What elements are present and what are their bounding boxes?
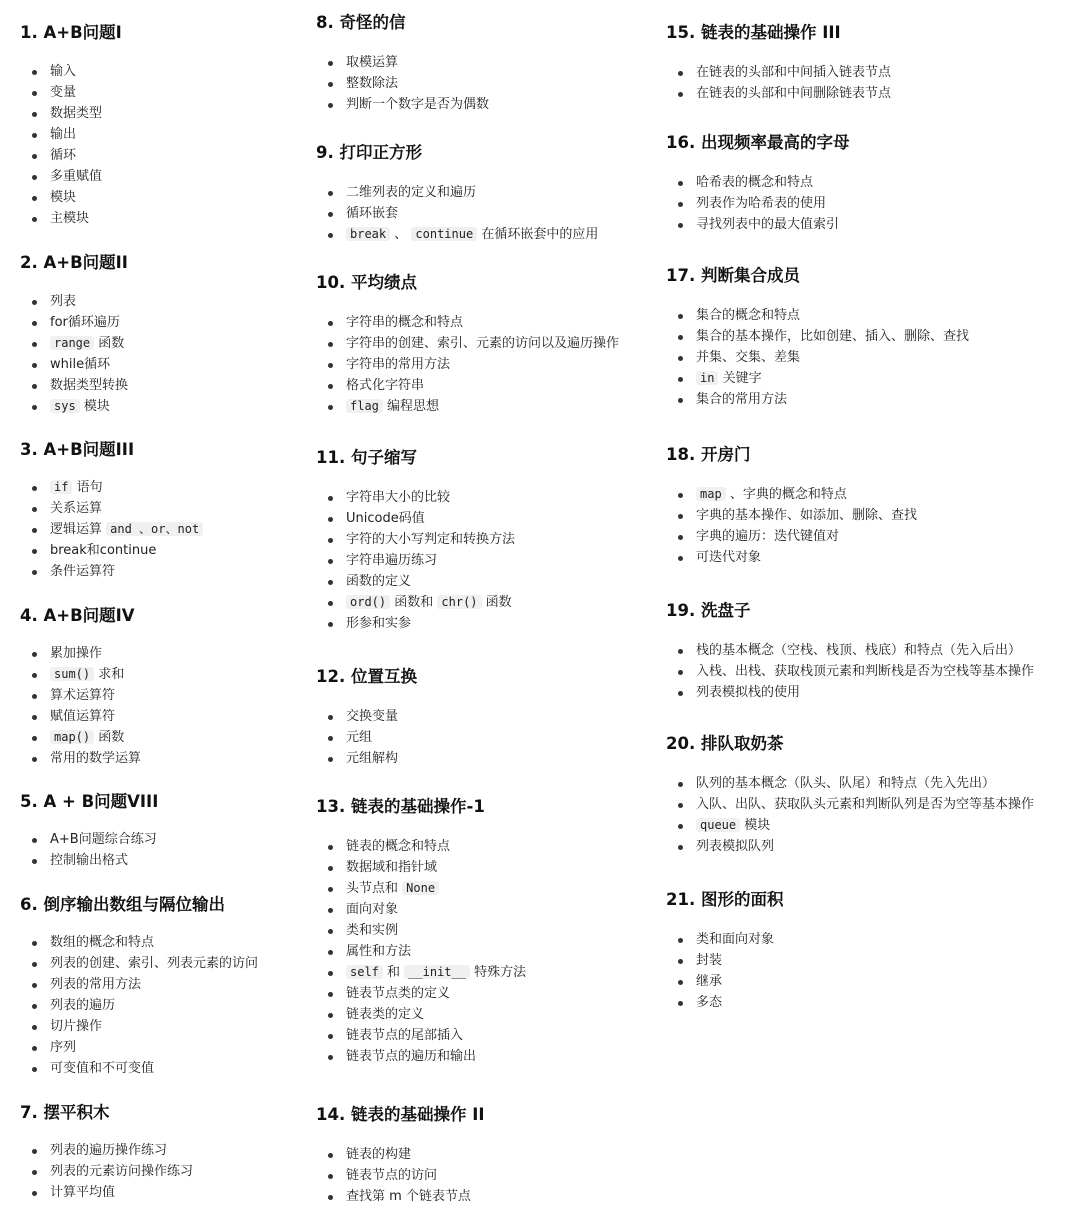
item-text: 数据域和指针域 xyxy=(346,860,438,875)
topic-list xyxy=(20,643,141,769)
item-text: 链表的构建 xyxy=(346,1147,412,1162)
list-item xyxy=(666,368,969,389)
topic-list xyxy=(666,62,891,104)
list-item xyxy=(666,305,969,326)
topic-list xyxy=(20,61,122,229)
item-text: 类和实例 xyxy=(346,923,399,938)
inline-code: map() xyxy=(50,730,94,744)
list-item xyxy=(666,526,917,547)
list-item xyxy=(316,1046,526,1067)
item-text: 字典的遍历：迭代键值对 xyxy=(696,529,840,544)
list-item xyxy=(20,187,122,208)
list-item xyxy=(316,224,598,245)
list-item xyxy=(666,971,783,992)
topic-list xyxy=(316,836,526,1067)
item-text: 数据类型转换 xyxy=(50,378,129,393)
topic-list xyxy=(316,706,417,769)
item-text: 模块 xyxy=(79,399,110,414)
section xyxy=(666,22,891,104)
section xyxy=(20,605,141,769)
item-text: 字符串的常用方法 xyxy=(346,357,451,372)
list-item xyxy=(666,326,969,347)
section-title: 7. 摆平积木 xyxy=(20,1103,110,1122)
inline-code: __init__ xyxy=(404,965,470,979)
list-item xyxy=(316,613,515,634)
list-item xyxy=(20,1140,193,1161)
section xyxy=(666,889,783,1013)
list-item xyxy=(20,643,141,664)
item-text: 切片操作 xyxy=(50,1019,103,1034)
topic-list xyxy=(20,291,128,417)
item-text: 可变值和不可变值 xyxy=(50,1061,155,1076)
item-text: 寻找列表中的最大值索引 xyxy=(696,217,840,232)
list-item xyxy=(20,354,128,375)
section-title: 15. 链表的基础操作 III xyxy=(666,23,841,42)
inline-code: break xyxy=(346,227,390,241)
section xyxy=(20,894,258,1079)
list-item xyxy=(20,685,141,706)
item-text: 在循环嵌套中的应用 xyxy=(477,227,599,242)
item-text: 函数和 xyxy=(390,595,438,610)
inline-code: continue xyxy=(411,227,477,241)
list-item xyxy=(20,312,128,333)
list-item xyxy=(666,682,1034,703)
item-text: 可迭代对象 xyxy=(696,550,762,565)
item-text: 列表作为哈希表的使用 xyxy=(696,196,827,211)
inline-code: sys xyxy=(50,399,80,413)
list-item xyxy=(316,1165,485,1186)
list-item xyxy=(316,1004,526,1025)
item-text: 函数 xyxy=(481,595,512,610)
list-item xyxy=(316,354,619,375)
item-text: 、 xyxy=(390,227,412,242)
list-item xyxy=(666,815,1034,836)
list-item xyxy=(316,487,515,508)
topic-list xyxy=(316,312,619,417)
list-item xyxy=(666,505,917,526)
item-text: 和 xyxy=(382,965,405,980)
section-title: 8. 奇怪的信 xyxy=(316,13,406,32)
list-item xyxy=(20,829,158,850)
section xyxy=(316,272,619,417)
list-item xyxy=(316,182,598,203)
item-text: 链表类的定义 xyxy=(346,1007,425,1022)
item-text: 继承 xyxy=(696,974,723,989)
section-title: 9. 打印正方形 xyxy=(316,143,422,162)
list-item xyxy=(20,208,122,229)
item-text: 关键字 xyxy=(718,371,762,386)
item-text: 面向对象 xyxy=(346,902,399,917)
list-item xyxy=(20,1161,193,1182)
list-item xyxy=(316,962,526,983)
topic-list xyxy=(316,1144,485,1207)
item-text: 队列的基本概念（队头、队尾）和特点（先入先出） xyxy=(696,776,996,791)
item-text: 字符串的创建、索引、元素的访问以及遍历操作 xyxy=(346,336,620,351)
item-text: 模块 xyxy=(50,190,77,205)
inline-code: range xyxy=(50,336,94,350)
inline-code: chr() xyxy=(437,595,481,609)
section-title: 2. A+B问题II xyxy=(20,253,128,272)
inline-code: map xyxy=(696,487,726,501)
list-item xyxy=(316,1186,485,1207)
section-title: 21. 图形的面积 xyxy=(666,890,784,909)
list-item xyxy=(20,145,122,166)
item-text: 字典的基本操作、如添加、删除、查找 xyxy=(696,508,918,523)
list-item xyxy=(316,571,515,592)
item-text: 变量 xyxy=(50,85,77,100)
item-text: 在链表的头部和中间删除链表节点 xyxy=(696,86,892,101)
section xyxy=(20,252,128,417)
item-text: 形参和实参 xyxy=(346,616,412,631)
section-title: 12. 位置互换 xyxy=(316,667,417,686)
topic-list xyxy=(666,484,917,568)
list-item xyxy=(316,1144,485,1165)
item-text: 主模块 xyxy=(50,211,90,226)
list-item xyxy=(316,508,515,529)
list-item xyxy=(20,103,122,124)
list-item xyxy=(20,1016,258,1037)
item-text: 集合的常用方法 xyxy=(696,392,788,407)
list-item xyxy=(666,929,783,950)
list-item xyxy=(666,661,1034,682)
list-item xyxy=(20,974,258,995)
list-item xyxy=(316,529,515,550)
list-item xyxy=(666,773,1034,794)
section-title: 6. 倒序输出数组与隔位输出 xyxy=(20,895,225,914)
item-text: 字符串大小的比较 xyxy=(346,490,451,505)
list-item xyxy=(20,82,122,103)
item-text: 求和 xyxy=(94,667,125,682)
item-text: 集合的概念和特点 xyxy=(696,308,801,323)
item-text: 链表节点的遍历和输出 xyxy=(346,1049,477,1064)
item-text: 元组 xyxy=(346,730,373,745)
inline-code: self xyxy=(346,965,383,979)
item-text: 语句 xyxy=(72,480,103,495)
item-text: 并集、交集、差集 xyxy=(696,350,801,365)
item-text: 逻辑运算 xyxy=(50,522,107,537)
inline-code: flag xyxy=(346,399,383,413)
item-text: 函数 xyxy=(94,730,125,745)
section-title: 13. 链表的基础操作-1 xyxy=(316,797,485,816)
list-item xyxy=(316,333,619,354)
list-item xyxy=(666,214,849,235)
item-text: 、字典的概念和特点 xyxy=(725,487,847,502)
list-item xyxy=(20,995,258,1016)
list-item xyxy=(316,920,526,941)
item-text: 判断一个数字是否为偶数 xyxy=(346,97,490,112)
section xyxy=(20,439,203,582)
item-text: 算术运算符 xyxy=(50,688,116,703)
list-item xyxy=(316,312,619,333)
item-text: 属性和方法 xyxy=(346,944,412,959)
list-item xyxy=(316,878,526,899)
list-item xyxy=(20,748,141,769)
item-text: 多态 xyxy=(696,995,723,1010)
topic-list xyxy=(20,829,158,871)
list-item xyxy=(20,124,122,145)
item-text: 列表模拟栈的使用 xyxy=(696,685,801,700)
item-text: 常用的数学运算 xyxy=(50,751,142,766)
item-text: 条件运算符 xyxy=(50,564,116,579)
item-text: 列表的创建、索引、列表元素的访问 xyxy=(50,956,259,971)
item-text: 链表的概念和特点 xyxy=(346,839,451,854)
list-item xyxy=(20,166,122,187)
list-item xyxy=(316,94,489,115)
list-item xyxy=(20,519,203,540)
list-item xyxy=(666,193,849,214)
list-item xyxy=(316,550,515,571)
list-item xyxy=(666,794,1034,815)
item-text: 整数除法 xyxy=(346,76,399,91)
list-item xyxy=(20,498,203,519)
item-text: 链表节点的尾部插入 xyxy=(346,1028,464,1043)
item-text: 输出 xyxy=(50,127,77,142)
list-item xyxy=(20,953,258,974)
inline-code: sum() xyxy=(50,667,94,681)
list-item xyxy=(20,61,122,82)
section xyxy=(666,600,1034,703)
item-text: 二维列表的定义和遍历 xyxy=(346,185,477,200)
topic-list xyxy=(666,773,1034,857)
list-item xyxy=(316,941,526,962)
item-text: 字符串的概念和特点 xyxy=(346,315,464,330)
section xyxy=(666,444,917,568)
list-item xyxy=(20,850,158,871)
section xyxy=(316,142,598,245)
item-text: 数组的概念和特点 xyxy=(50,935,155,950)
section-title: 11. 句子缩写 xyxy=(316,448,417,467)
list-item xyxy=(316,983,526,1004)
list-item xyxy=(666,640,1034,661)
list-item xyxy=(20,477,203,498)
inline-code: None xyxy=(402,881,439,895)
item-text: 函数的定义 xyxy=(346,574,412,589)
list-item xyxy=(666,836,1034,857)
topic-list xyxy=(20,932,258,1079)
list-item xyxy=(316,396,619,417)
topic-list xyxy=(20,477,203,582)
section xyxy=(316,12,489,115)
item-text: 控制输出格式 xyxy=(50,853,129,868)
section-title: 16. 出现频率最高的字母 xyxy=(666,133,850,152)
topic-list xyxy=(666,640,1034,703)
item-text: 列表模拟队列 xyxy=(696,839,775,854)
list-item xyxy=(20,664,141,685)
item-text: 计算平均值 xyxy=(50,1185,116,1200)
item-text: 输入 xyxy=(50,64,77,79)
item-text: 入队、出队、获取队头元素和判断队列是否为空等基本操作 xyxy=(696,797,1035,812)
list-item xyxy=(666,484,917,505)
list-item xyxy=(666,347,969,368)
section-title: 17. 判断集合成员 xyxy=(666,266,800,285)
list-item xyxy=(316,748,417,769)
topic-list xyxy=(316,487,515,634)
section-title: 5. A + B问题VIII xyxy=(20,792,159,811)
list-item xyxy=(20,396,128,417)
inline-code: in xyxy=(696,371,718,385)
list-item xyxy=(666,172,849,193)
topic-list xyxy=(666,172,849,235)
list-item xyxy=(316,52,489,73)
list-item xyxy=(666,83,891,104)
section xyxy=(20,791,158,871)
item-text: 查找第 m 个链表节点 xyxy=(346,1189,471,1204)
list-item xyxy=(666,950,783,971)
list-item xyxy=(20,333,128,354)
section-title: 19. 洗盘子 xyxy=(666,601,751,620)
item-text: 编程思想 xyxy=(382,399,440,414)
topic-list xyxy=(316,182,598,245)
item-text: 哈希表的概念和特点 xyxy=(696,175,814,190)
section-title: 10. 平均绩点 xyxy=(316,273,417,292)
item-text: 列表的元素访问操作练习 xyxy=(50,1164,194,1179)
item-text: 在链表的头部和中间插入链表节点 xyxy=(696,65,892,80)
item-text: 列表的遍历 xyxy=(50,998,116,1013)
list-item xyxy=(20,561,203,582)
list-item xyxy=(666,62,891,83)
list-item xyxy=(666,389,969,410)
list-item xyxy=(316,836,526,857)
item-text: 栈的基本概念（空栈、栈顶、栈底）和特点（先入后出） xyxy=(696,643,1022,658)
item-text: 取模运算 xyxy=(346,55,399,70)
topic-list xyxy=(666,929,783,1013)
section-title: 20. 排队取奶茶 xyxy=(666,734,784,753)
list-item xyxy=(666,547,917,568)
section xyxy=(666,132,849,235)
item-text: 赋值运算符 xyxy=(50,709,116,724)
inline-code: ord() xyxy=(346,595,390,609)
section-title: 4. A+B问题IV xyxy=(20,606,135,625)
item-text: 链表节点类的定义 xyxy=(346,986,451,1001)
list-item xyxy=(316,592,515,613)
list-item xyxy=(20,706,141,727)
item-text: 累加操作 xyxy=(50,646,103,661)
item-text: 序列 xyxy=(50,1040,77,1055)
topic-list xyxy=(20,1140,193,1203)
section-title: 3. A+B问题III xyxy=(20,440,135,459)
list-item xyxy=(316,727,417,748)
section xyxy=(316,1104,485,1207)
item-text: A+B问题综合练习 xyxy=(50,832,157,847)
item-text: 特殊方法 xyxy=(469,965,527,980)
list-item xyxy=(316,899,526,920)
item-text: 集合的基本操作，比如创建、插入、删除、查找 xyxy=(696,329,970,344)
list-item xyxy=(20,1058,258,1079)
topic-list xyxy=(316,52,489,115)
section xyxy=(20,1102,193,1203)
inline-code: and 、or、not xyxy=(106,522,203,536)
section-title: 1. A+B问题I xyxy=(20,23,122,42)
item-text: while循环 xyxy=(50,357,111,372)
item-text: 循环 xyxy=(50,148,77,163)
item-text: 数据类型 xyxy=(50,106,103,121)
item-text: 链表节点的访问 xyxy=(346,1168,438,1183)
item-text: 头节点和 xyxy=(346,881,403,896)
item-text: Unicode码值 xyxy=(346,511,425,526)
list-item xyxy=(20,1182,193,1203)
topic-list xyxy=(666,305,969,410)
list-item xyxy=(316,1025,526,1046)
list-item xyxy=(666,992,783,1013)
section xyxy=(666,265,969,410)
item-text: 格式化字符串 xyxy=(346,378,425,393)
item-text: 列表的常用方法 xyxy=(50,977,142,992)
item-text: 列表的遍历操作练习 xyxy=(50,1143,168,1158)
inline-code: if xyxy=(50,480,72,494)
section xyxy=(666,733,1034,857)
inline-code: queue xyxy=(696,818,740,832)
item-text: 字符串遍历练习 xyxy=(346,553,438,568)
item-text: 入栈、出栈、获取栈顶元素和判断栈是否为空栈等基本操作 xyxy=(696,664,1035,679)
list-item xyxy=(20,375,128,396)
section xyxy=(20,22,122,229)
list-item xyxy=(20,932,258,953)
list-item xyxy=(316,375,619,396)
item-text: 交换变量 xyxy=(346,709,399,724)
item-text: 模块 xyxy=(740,818,771,833)
item-text: break和continue xyxy=(50,543,157,558)
item-text: 类和面向对象 xyxy=(696,932,775,947)
item-text: 元组解构 xyxy=(346,751,399,766)
list-item xyxy=(316,73,489,94)
section xyxy=(316,796,526,1067)
item-text: 列表 xyxy=(50,294,77,309)
item-text: for循环遍历 xyxy=(50,315,120,330)
item-text: 循环嵌套 xyxy=(346,206,399,221)
list-item xyxy=(316,857,526,878)
item-text: 封装 xyxy=(696,953,723,968)
list-item xyxy=(20,540,203,561)
section xyxy=(316,666,417,769)
section xyxy=(316,447,515,634)
list-item xyxy=(316,706,417,727)
item-text: 函数 xyxy=(94,336,125,351)
section-title: 14. 链表的基础操作 II xyxy=(316,1105,485,1124)
item-text: 多重赋值 xyxy=(50,169,103,184)
list-item xyxy=(20,291,128,312)
item-text: 关系运算 xyxy=(50,501,103,516)
list-item xyxy=(20,727,141,748)
item-text: 字符的大小写判定和转换方法 xyxy=(346,532,516,547)
list-item xyxy=(316,203,598,224)
section-title: 18. 开房门 xyxy=(666,445,751,464)
list-item xyxy=(20,1037,258,1058)
